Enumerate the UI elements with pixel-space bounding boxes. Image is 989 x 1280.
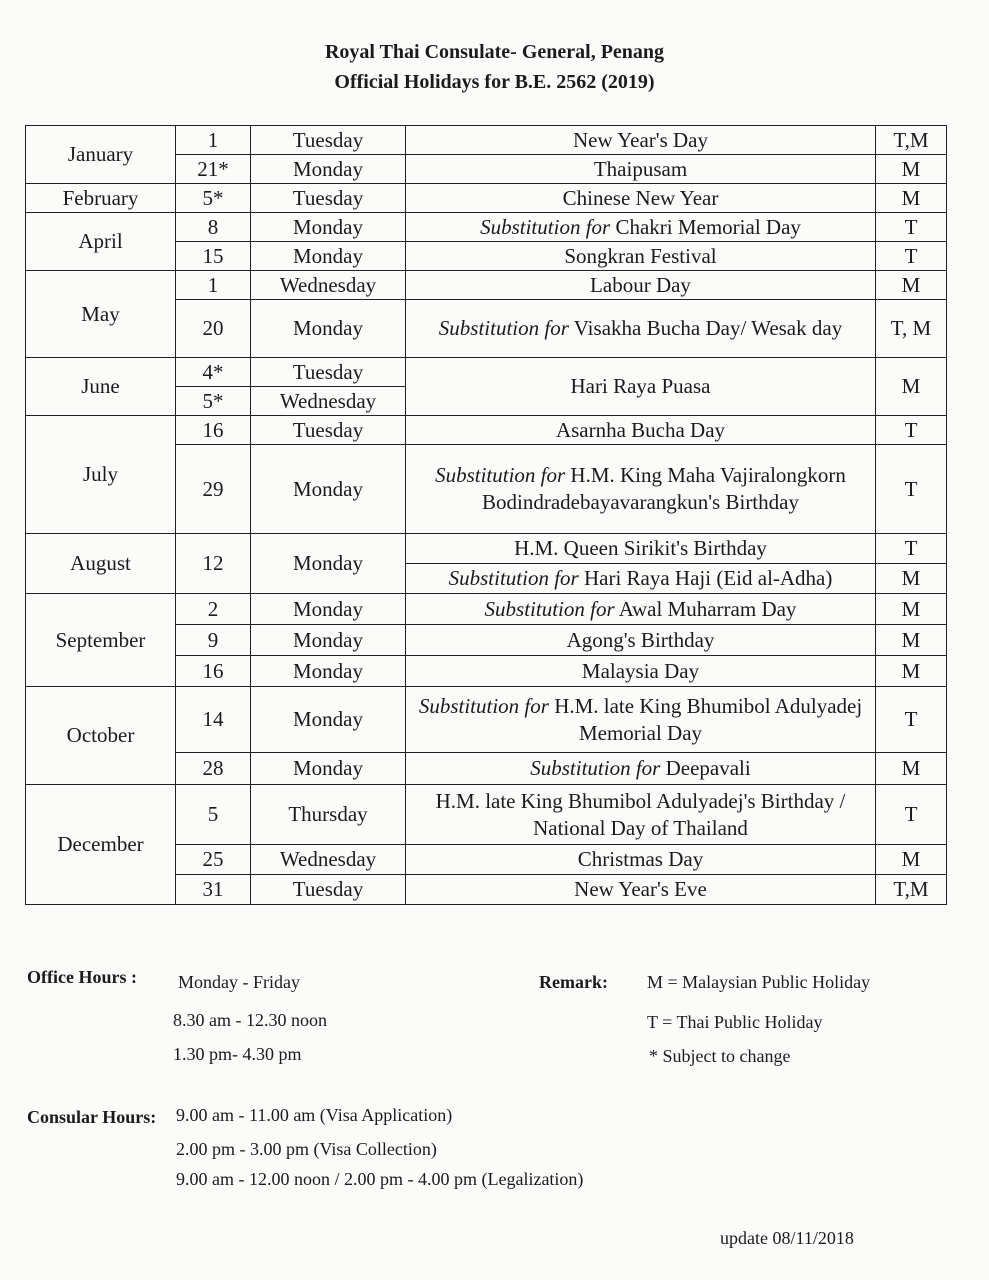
holiday-name: Awal Muharram Day: [618, 596, 797, 621]
holiday-cell: [406, 753, 876, 785]
office-hours-days: Monday - Friday: [178, 972, 300, 992]
date-cell: 29: [176, 445, 251, 534]
month-cell: July: [26, 416, 176, 534]
type-cell: M: [876, 753, 947, 785]
type-cell: T: [876, 213, 947, 242]
type-cell: M: [876, 845, 947, 875]
date-cell: 4*: [176, 358, 251, 387]
date-cell: 9: [176, 625, 251, 656]
month-cell: January: [26, 126, 176, 184]
day-cell: Monday: [251, 213, 406, 242]
date-cell: 16: [176, 416, 251, 445]
month-cell: October: [26, 687, 176, 785]
holiday-cell: New Year's Eve: [406, 875, 876, 905]
date-cell: 16: [176, 656, 251, 687]
day-cell: Monday: [251, 155, 406, 184]
consular-hours-line3: 9.00 am - 12.00 noon / 2.00 pm - 4.00 pm (Legalization): [176, 1169, 584, 1189]
office-hours-morning: 8.30 am - 12.30 noon: [173, 1010, 327, 1030]
day-cell: Wednesday: [251, 845, 406, 875]
day-cell: Monday: [251, 656, 406, 687]
month-cell: December: [26, 785, 176, 905]
holiday-name: Hari Raya Haji (Eid al-Adha): [583, 566, 833, 590]
type-cell: T,M: [876, 126, 947, 155]
substitution-label: Substitution for: [435, 463, 566, 487]
type-cell: T: [876, 687, 947, 753]
month-cell: February: [26, 184, 176, 213]
month-cell: June: [26, 358, 176, 416]
consular-hours-label: Consular Hours:: [27, 1107, 157, 1127]
holiday-cell: [406, 213, 876, 242]
remark-star: * Subject to change: [649, 1046, 791, 1066]
holiday-cell: New Year's Day: [406, 126, 876, 155]
substitution-label: Substitution for: [484, 596, 615, 621]
day-cell: Wednesday: [251, 387, 406, 416]
date-cell: 2: [176, 594, 251, 625]
date-cell: 15: [176, 242, 251, 271]
holiday-name: Deepavali: [665, 756, 751, 780]
holiday-cell: H.M. late King Bhumibol Adulyadej's Birthday / National Day of Thailand: [406, 785, 876, 845]
date-cell: 1: [176, 126, 251, 155]
type-cell: T,M: [876, 875, 947, 905]
day-cell: Tuesday: [251, 126, 406, 155]
holiday-cell: Songkran Festival: [406, 242, 876, 271]
day-cell: Tuesday: [251, 416, 406, 445]
day-cell: Monday: [251, 594, 406, 625]
date-cell: 5*: [176, 184, 251, 213]
day-cell: Monday: [251, 687, 406, 753]
type-cell: M: [876, 184, 947, 213]
date-cell: 25: [176, 845, 251, 875]
document-subtitle: Official Holidays for B.E. 2562 (2019): [334, 71, 655, 93]
holiday-cell: Agong's Birthday: [406, 625, 876, 656]
day-cell: Tuesday: [251, 875, 406, 905]
remark-label: Remark:: [539, 972, 608, 992]
type-cell: M: [876, 625, 947, 656]
day-cell: Monday: [251, 534, 406, 594]
office-hours-label: Office Hours :: [27, 967, 137, 987]
month-cell: September: [26, 594, 176, 687]
holiday-cell: [406, 564, 876, 594]
date-cell: 12: [176, 534, 251, 594]
type-cell: T: [876, 445, 947, 534]
table-row: [26, 213, 947, 242]
table-row: [26, 358, 947, 387]
holiday-name: H.M. late King Bhumibol Adulyadej Memorial Day: [554, 693, 863, 745]
type-cell: T: [876, 785, 947, 845]
holiday-name: Visakha Bucha Day/ Wesak day: [573, 316, 843, 340]
table-row: [26, 687, 947, 753]
table-row: [26, 416, 947, 445]
holiday-cell: Labour Day: [406, 271, 876, 300]
day-cell: Monday: [251, 753, 406, 785]
type-cell: T: [876, 416, 947, 445]
remark-m: M = Malaysian Public Holiday: [647, 972, 871, 992]
day-cell: Wednesday: [251, 271, 406, 300]
date-cell: 5*: [176, 387, 251, 416]
type-cell: M: [876, 564, 947, 594]
month-cell: May: [26, 271, 176, 358]
document-title: Royal Thai Consulate- General, Penang: [324, 41, 665, 63]
date-cell: 1: [176, 271, 251, 300]
day-cell: Monday: [251, 445, 406, 534]
substitution-label: Substitution for: [530, 756, 661, 780]
type-cell: M: [876, 594, 947, 625]
holiday-cell: Hari Raya Puasa: [406, 358, 876, 416]
holiday-cell: [406, 300, 876, 358]
type-cell: T, M: [876, 300, 947, 358]
holiday-cell: H.M. Queen Sirikit's Birthday: [406, 534, 876, 564]
remark-t: T = Thai Public Holiday: [647, 1012, 823, 1032]
day-cell: Thursday: [251, 785, 406, 845]
holiday-name: Chakri Memorial Day: [615, 214, 801, 239]
holiday-name: H.M. King Maha Vajiralongkorn Bodindradebayavarangkun's Birthday: [482, 463, 846, 514]
holiday-table: [25, 125, 947, 905]
type-cell: M: [876, 155, 947, 184]
substitution-label: Substitution for: [448, 566, 579, 590]
holiday-cell: Christmas Day: [406, 845, 876, 875]
date-cell: 5: [176, 785, 251, 845]
substitution-label: Substitution for: [438, 316, 569, 340]
holiday-cell: [406, 445, 876, 534]
update-date: update 08/11/2018: [720, 1228, 854, 1248]
consular-hours-line1: 9.00 am - 11.00 am (Visa Application): [176, 1105, 453, 1125]
holiday-cell: Chinese New Year: [406, 184, 876, 213]
day-cell: Monday: [251, 242, 406, 271]
table-row: [26, 594, 947, 625]
month-cell: April: [26, 213, 176, 271]
holiday-cell: [406, 687, 876, 753]
table-row: [26, 785, 947, 845]
date-cell: 20: [176, 300, 251, 358]
table-row: [26, 271, 947, 300]
day-cell: Monday: [251, 625, 406, 656]
date-cell: 21*: [176, 155, 251, 184]
day-cell: Tuesday: [251, 358, 406, 387]
date-cell: 8: [176, 213, 251, 242]
type-cell: T: [876, 242, 947, 271]
date-cell: 31: [176, 875, 251, 905]
substitution-label: Substitution for: [418, 693, 549, 718]
type-cell: M: [876, 271, 947, 300]
type-cell: M: [876, 656, 947, 687]
table-row: [26, 184, 947, 213]
date-cell: 14: [176, 687, 251, 753]
holiday-cell: Asarnha Bucha Day: [406, 416, 876, 445]
office-hours-afternoon: 1.30 pm- 4.30 pm: [173, 1044, 302, 1064]
holiday-cell: [406, 594, 876, 625]
day-cell: Tuesday: [251, 184, 406, 213]
type-cell: M: [876, 358, 947, 416]
type-cell: T: [876, 534, 947, 564]
table-row: [26, 534, 947, 564]
table-row: [26, 126, 947, 155]
holiday-cell: Thaipusam: [406, 155, 876, 184]
day-cell: Monday: [251, 300, 406, 358]
date-cell: 28: [176, 753, 251, 785]
month-cell: August: [26, 534, 176, 594]
substitution-label: Substitution for: [480, 214, 611, 239]
consular-hours-line2: 2.00 pm - 3.00 pm (Visa Collection): [176, 1139, 437, 1159]
holiday-cell: Malaysia Day: [406, 656, 876, 687]
